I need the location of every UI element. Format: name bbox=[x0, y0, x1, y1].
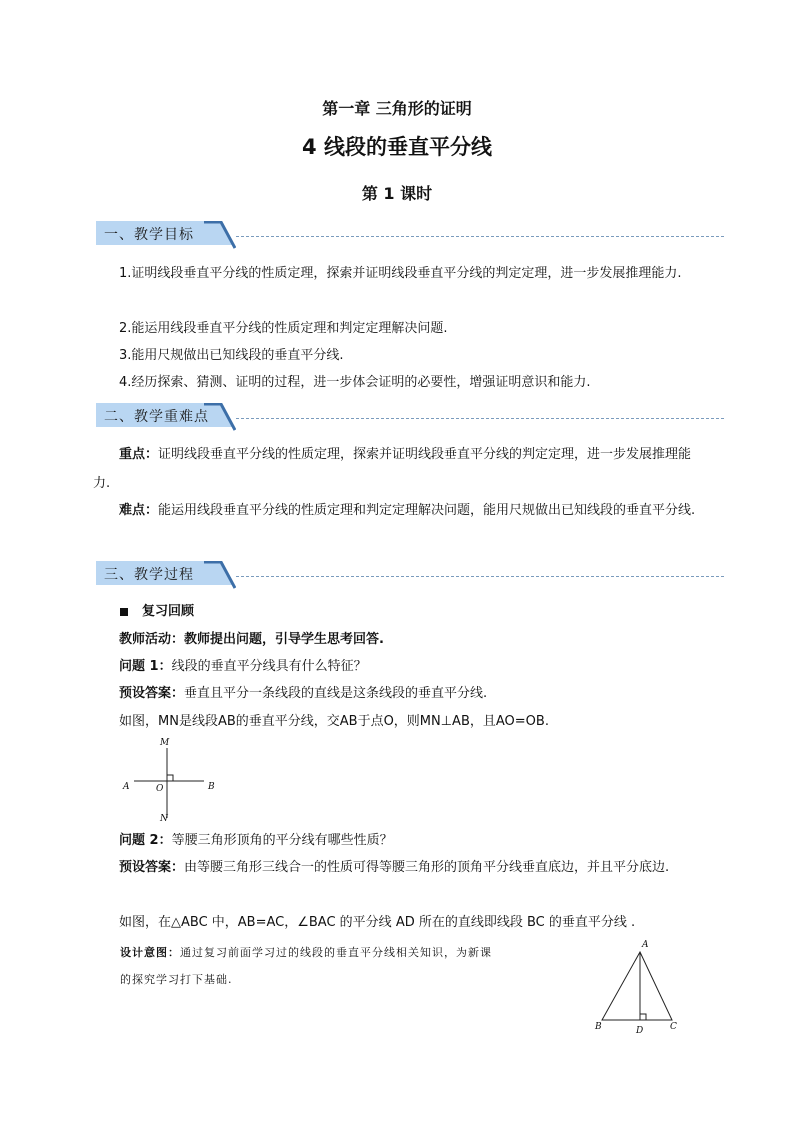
figure-2-description: 如图，在△ABC 中，AB=AC，∠BAC 的平分线 AD 所在的直线即线段 BC 的垂直平分线 . bbox=[119, 915, 636, 930]
answer-1 bbox=[93, 679, 703, 708]
section-label: 一、教学目标 bbox=[104, 227, 194, 243]
label-o: O bbox=[156, 784, 164, 794]
label-n: N bbox=[160, 814, 168, 824]
section-tab bbox=[96, 403, 232, 427]
review-title: 复习回顾 bbox=[142, 604, 195, 619]
label-b: B bbox=[595, 1022, 602, 1032]
label-m: M bbox=[160, 738, 170, 748]
section-label: 二、教学重难点 bbox=[104, 409, 209, 425]
design-intent-continued: 的探究学习打下基础. bbox=[120, 973, 233, 986]
design-label: 设计意图： bbox=[120, 946, 180, 959]
figure-isosceles-triangle bbox=[590, 938, 690, 1042]
label-a: A bbox=[642, 940, 649, 950]
section-tab bbox=[96, 221, 232, 245]
section-header-process bbox=[96, 557, 726, 593]
section-divider bbox=[236, 236, 724, 237]
answer-2-label: 预设答案： bbox=[119, 860, 185, 875]
label-d: D bbox=[636, 1026, 644, 1036]
chapter-title: 第一章 三角形的证明 bbox=[322, 99, 472, 118]
difficult-label: 难点： bbox=[119, 503, 159, 518]
question-2-text: 等腰三角形顶角的平分线有哪些性质？ bbox=[171, 833, 393, 848]
question-2 bbox=[93, 826, 703, 855]
label-c: C bbox=[670, 1022, 677, 1032]
label-a: A bbox=[123, 782, 130, 792]
key-text: 证明线段垂直平分线的性质定理，探索并证明线段垂直平分线的判定定理，进一步发展推理能力. bbox=[93, 447, 692, 491]
answer-2-text: 由等腰三角形三线合一的性质可得等腰三角形的顶角平分线垂直底边，并且平分底边. bbox=[184, 860, 670, 875]
answer-1-text: 垂直且平分一条线段的直线是这条线段的垂直平分线. bbox=[184, 686, 488, 701]
answer-1-label: 预设答案： bbox=[119, 686, 185, 701]
design-text-1: 通过复习前面学习过的线段的垂直平分线相关知识，为新课 bbox=[180, 946, 492, 959]
key-point-paragraph bbox=[93, 440, 703, 498]
label-b: B bbox=[208, 782, 215, 792]
objective-2: 2.能运用线段垂直平分线的性质定理和判定定理解决问题. bbox=[119, 321, 448, 336]
section-header-objectives bbox=[96, 217, 726, 253]
section-label: 三、教学过程 bbox=[104, 567, 194, 583]
teacher-activity: 教师活动：教师提出问题，引导学生思考回答. bbox=[119, 632, 384, 647]
difficult-text: 能运用线段垂直平分线的性质定理和判定定理解决问题，能用尺规做出已知线段的垂直平分线. bbox=[158, 503, 696, 518]
answer-2 bbox=[93, 853, 703, 882]
review-heading bbox=[120, 597, 730, 626]
question-2-label: 问题 2： bbox=[119, 833, 172, 848]
square-bullet-icon bbox=[120, 608, 128, 616]
section-divider bbox=[236, 576, 724, 577]
section-header-key-points bbox=[96, 399, 726, 435]
section-tab bbox=[96, 561, 232, 585]
objective-3: 3.能用尺规做出已知线段的垂直平分线. bbox=[119, 348, 344, 363]
objective-4: 4.经历探索、猜测、证明的过程，进一步体会证明的必要性，增强证明意识和能力. bbox=[119, 375, 591, 390]
lesson-title: 4 线段的垂直平分线 bbox=[302, 135, 492, 159]
figure-1-description: 如图，MN是线段AB的垂直平分线，交AB于点O，则MN⊥AB，且AO=OB. bbox=[119, 714, 549, 729]
objective-1: 1.证明线段垂直平分线的性质定理，探索并证明线段垂直平分线的判定定理，进一步发展推理能力. bbox=[119, 266, 682, 281]
key-label: 重点： bbox=[119, 447, 159, 462]
section-divider bbox=[236, 418, 724, 419]
question-1 bbox=[93, 652, 703, 681]
figure-perpendicular-bisector bbox=[118, 738, 218, 824]
difficult-point-paragraph bbox=[93, 496, 703, 525]
design-intent bbox=[120, 938, 560, 967]
bisector-diagram bbox=[118, 738, 218, 824]
question-1-label: 问题 1： bbox=[119, 659, 172, 674]
period-title: 第 1 课时 bbox=[361, 184, 433, 203]
question-1-text: 线段的垂直平分线具有什么特征？ bbox=[171, 659, 367, 674]
